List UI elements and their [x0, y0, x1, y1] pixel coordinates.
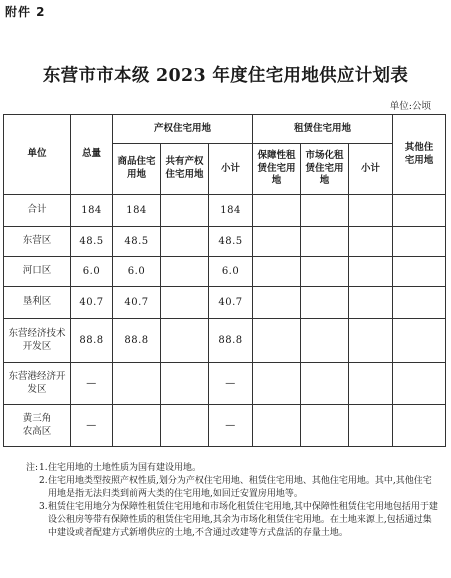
note-item [26, 501, 440, 540]
cell-subtotal-property: 6.0 [209, 257, 253, 287]
cell-subtotal-property: 48.5 [209, 227, 253, 257]
cell-market [301, 257, 349, 287]
note-text: 租赁住宅用地分为保障性租赁住宅用地和市场化租赁住宅用地,其中保障性租赁住宅用地包括用于建设公租房等带有保障性质的租赁住宅用地,其余为市场化租赁住宅用地。在土地来源上,包括通过集中建设或者配建方式新增供应的土地,不含通过改建等方式盘活的存量土地。 [48, 502, 438, 538]
cell-shared [161, 227, 209, 257]
note-text: 住宅用地类型按照产权性质,划分为产权住宅用地、租赁住宅用地、其他住宅用地。其中,其他住宅用地是指无法归类到前两大类的住宅用地,如回迁安置房用地等。 [48, 476, 432, 499]
cell-total: 184 [71, 195, 113, 227]
cell-name [4, 363, 71, 405]
cell-subtotal-property: — [209, 363, 253, 405]
cell-commodity: 40.7 [113, 287, 161, 319]
cell-shared [161, 257, 209, 287]
cell-market [301, 405, 349, 447]
cell-market [301, 227, 349, 257]
cell-affordable [253, 287, 301, 319]
cell-subtotal-property: — [209, 405, 253, 447]
cell-commodity: 6.0 [113, 257, 161, 287]
table-row [4, 319, 446, 363]
cell-name-text: 东营港经济开发区 [8, 370, 66, 395]
table-row [4, 227, 446, 257]
header-shared-text: 共有产权住宅用地 [165, 156, 204, 180]
header-affordable-text: 保障性租赁住宅用地 [257, 149, 296, 187]
header-shared [161, 144, 209, 195]
header-affordable [253, 144, 301, 195]
cell-commodity: 88.8 [113, 319, 161, 363]
note-item [26, 475, 440, 501]
cell-name [4, 319, 71, 363]
header-rental-group: 租赁住宅用地 [253, 115, 393, 144]
cell-name-text: 东营经济技术开发区 [8, 327, 66, 352]
cell-commodity: 184 [113, 195, 161, 227]
cell-shared [161, 287, 209, 319]
cell-affordable [253, 405, 301, 447]
header-market-text: 市场化租赁住宅用地 [305, 149, 344, 187]
cell-commodity: 48.5 [113, 227, 161, 257]
cell-other [393, 195, 446, 227]
cell-name: 河口区 [4, 257, 71, 287]
cell-name: 东营区 [4, 227, 71, 257]
cell-total: 88.8 [71, 319, 113, 363]
cell-total: 6.0 [71, 257, 113, 287]
notes-label: 注: [26, 463, 39, 473]
header-other-text: 其他住宅用地 [404, 141, 434, 166]
cell-total: — [71, 363, 113, 405]
table-row [4, 363, 446, 405]
cell-affordable [253, 257, 301, 287]
cell-subtotal-rental [349, 195, 393, 227]
table-row [4, 195, 446, 227]
cell-shared [161, 405, 209, 447]
cell-shared [161, 319, 209, 363]
land-supply-table [3, 114, 446, 447]
note-number: 2. [39, 476, 48, 486]
unit-label: 单位:公顷 [389, 101, 431, 112]
cell-other [393, 363, 446, 405]
cell-name [4, 405, 71, 447]
cell-market [301, 195, 349, 227]
note-number: 1. [39, 463, 48, 473]
header-subtotal-rental: 小计 [349, 144, 393, 195]
cell-market [301, 319, 349, 363]
cell-other [393, 405, 446, 447]
cell-total: 40.7 [71, 287, 113, 319]
cell-total: 48.5 [71, 227, 113, 257]
header-market [301, 144, 349, 195]
notes [26, 462, 440, 540]
cell-name-text: 黄三角农高区 [22, 412, 52, 437]
cell-subtotal-rental [349, 363, 393, 405]
note-item [26, 462, 440, 475]
cell-subtotal-property: 40.7 [209, 287, 253, 319]
document-title: 东营市市本级 2023 年度住宅用地供应计划表 [42, 66, 409, 86]
cell-shared [161, 195, 209, 227]
header-subtotal-property: 小计 [209, 144, 253, 195]
cell-name: 垦利区 [4, 287, 71, 319]
cell-subtotal-property: 88.8 [209, 319, 253, 363]
header-total: 总量 [71, 115, 113, 195]
cell-total: — [71, 405, 113, 447]
cell-affordable [253, 195, 301, 227]
table-row [4, 405, 446, 447]
header-commodity-text: 商品住宅用地 [117, 156, 156, 180]
cell-subtotal-property: 184 [209, 195, 253, 227]
cell-subtotal-rental [349, 227, 393, 257]
cell-shared [161, 363, 209, 405]
table-row [4, 287, 446, 319]
header-property-group: 产权住宅用地 [113, 115, 253, 144]
header-unit: 单位 [4, 115, 71, 195]
header-commodity [113, 144, 161, 195]
note-text: 住宅用地的土地性质为国有建设用地。 [48, 463, 202, 473]
attachment-label: 附件 2 [5, 5, 46, 19]
cell-affordable [253, 319, 301, 363]
note-number: 3. [39, 502, 48, 512]
cell-market [301, 363, 349, 405]
table-row [4, 257, 446, 287]
cell-commodity [113, 363, 161, 405]
cell-other [393, 257, 446, 287]
cell-other [393, 287, 446, 319]
cell-affordable [253, 227, 301, 257]
cell-commodity [113, 405, 161, 447]
cell-other [393, 319, 446, 363]
cell-name: 合计 [4, 195, 71, 227]
cell-affordable [253, 363, 301, 405]
cell-subtotal-rental [349, 257, 393, 287]
cell-other [393, 227, 446, 257]
cell-subtotal-rental [349, 405, 393, 447]
header-other [393, 115, 446, 195]
cell-subtotal-rental [349, 287, 393, 319]
cell-subtotal-rental [349, 319, 393, 363]
cell-market [301, 287, 349, 319]
